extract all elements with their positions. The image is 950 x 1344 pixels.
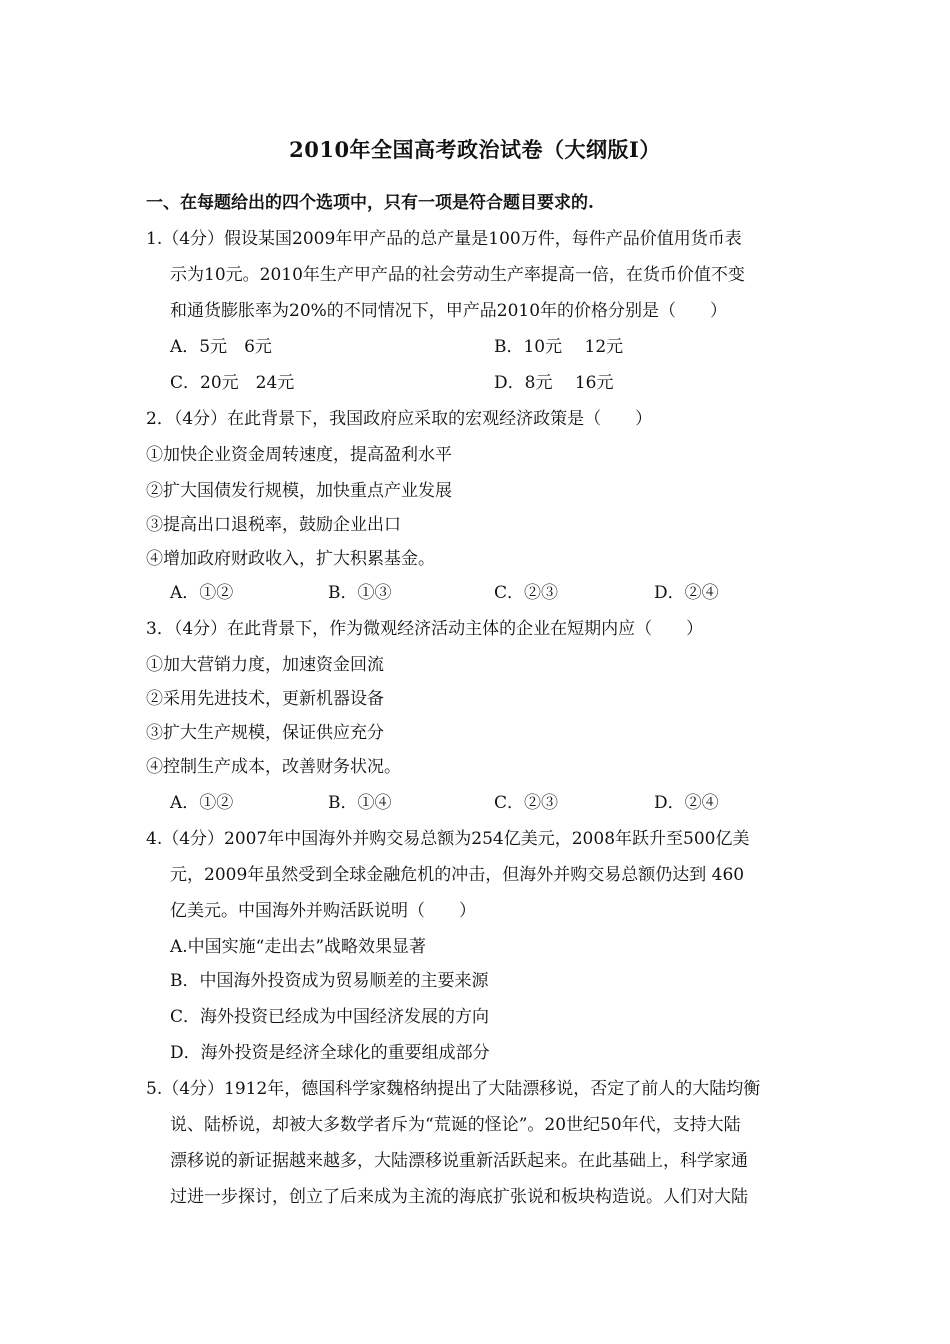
q2-option-a: A．①② — [170, 583, 234, 603]
q1-option-d: D．8元 16元 — [494, 373, 614, 393]
q1-line-3: 和通货膨胀率为20%的不同情况下，甲产品2010年的价格分别是（ ） — [170, 301, 728, 321]
q3-item-1: ①加大营销力度，加速资金回流 — [146, 655, 384, 675]
q3-stem: 3．（4分）在此背景下，作为微观经济活动主体的企业在短期内应（ ） — [146, 619, 704, 639]
q2-item-2: ②扩大国债发行规模，加快重点产业发展 — [146, 481, 452, 501]
q5-line-2: 说、陆桥说，却被大多数学者斥为“荒诞的怪论”。20世纪50年代，支持大陆 — [170, 1115, 741, 1135]
q3-item-2: ②采用先进技术，更新机器设备 — [146, 689, 384, 709]
q4-line-1: 4.（4分）2007年中国海外并购交易总额为254亿美元，2008年跃升至500亿美 — [146, 829, 750, 849]
q3-option-d: D．②④ — [654, 793, 719, 813]
q4-option-b: B．中国海外投资成为贸易顺差的主要来源 — [170, 971, 489, 991]
q1-line-1: 1.（4分）假设某国2009年甲产品的总产量是100万件，每件产品价值用货币表 — [146, 229, 742, 249]
q2-item-4: ④增加政府财政收入，扩大积累基金。 — [146, 549, 435, 569]
q3-item-4: ④控制生产成本，改善财务状况。 — [146, 757, 401, 777]
q4-option-d: D．海外投资是经济全球化的重要组成部分 — [170, 1043, 490, 1063]
q1-option-a: A．5元 6元 — [170, 337, 272, 357]
q3-option-c: C．②③ — [494, 793, 559, 813]
q4-line-3: 亿美元。中国海外并购活跃说明（ ） — [170, 901, 476, 921]
q1-line-2: 示为10元。2010年生产甲产品的社会劳动生产率提高一倍，在货币价值不变 — [170, 265, 745, 285]
q1-option-b: B．10元 12元 — [494, 337, 624, 357]
page-title: 2010年全国高考政治试卷（大纲版Ⅰ） — [289, 137, 661, 162]
q2-item-3: ③提高出口退税率，鼓励企业出口 — [146, 515, 401, 535]
q2-option-c: C．②③ — [494, 583, 559, 603]
q4-option-c: C．海外投资已经成为中国经济发展的方向 — [170, 1007, 490, 1027]
section-heading: 一、在每题给出的四个选项中，只有一项是符合题目要求的. — [146, 193, 594, 213]
q2-option-b: B．①③ — [328, 583, 392, 603]
q5-line-3: 漂移说的新证据越来越多，大陆漂移说重新活跃起来。在此基础上，科学家通 — [170, 1151, 748, 1171]
q5-line-1: 5.（4分）1912年，德国科学家魏格纳提出了大陆漂移说，否定了前人的大陆均衡 — [146, 1079, 761, 1099]
q3-option-a: A．①② — [170, 793, 234, 813]
q3-option-b: B．①④ — [328, 793, 392, 813]
q2-option-d: D．②④ — [654, 583, 719, 603]
q4-line-2: 元，2009年虽然受到全球金融危机的冲击，但海外并购交易总额仍达到 460 — [170, 865, 745, 885]
q1-option-c: C．20元 24元 — [170, 373, 295, 393]
q3-item-3: ③扩大生产规模，保证供应充分 — [146, 723, 384, 743]
q5-line-4: 过进一步探讨，创立了后来成为主流的海底扩张说和板块构造说。人们对大陆 — [170, 1187, 748, 1207]
q2-stem: 2．（4分）在此背景下，我国政府应采取的宏观经济政策是（ ） — [146, 409, 653, 429]
q4-option-a: A.中国实施“走出去”战略效果显著 — [170, 937, 427, 957]
q2-item-1: ①加快企业资金周转速度，提高盈利水平 — [146, 445, 452, 465]
